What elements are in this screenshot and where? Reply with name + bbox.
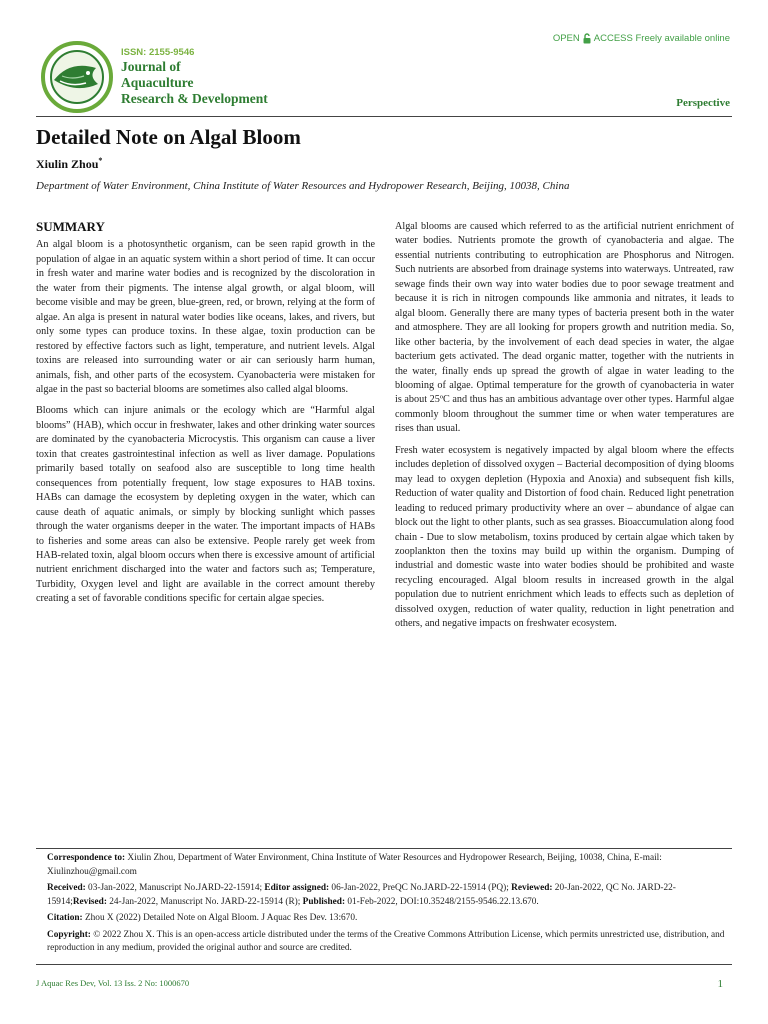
article-title: Detailed Note on Algal Bloom bbox=[36, 125, 301, 149]
open-access-label: OPEN bbox=[552, 33, 580, 44]
body-paragraph-3: Algal blooms are caused which referred to as the artificial nutrient enrichment of water bodies. Nutrients promote the growth of cyanobacteria and algae. The essential nutrients contributing to eutrophication are Phosphorus and Nitrogen. Such nutrients are absorbed from drainage systems into waterways. Untreated, raw sewage finds their own way into water bodies due to poor sewage treatment and because it is rich in nitrogen compounds like ammonia and nitrates, it leads to algal bloom. Generally there are many types of bacteria present both in the water and atmosphere. They are all looking for propers growth and nutrition media. So, like other bacteria, by the involvement of each dead species in water, the algae bacterium gets activated. The dead organic matter, together with the nutrients in the water, finally ends up spread the growth of algae in water leading to the blooming of algae. Optimal temperature for the growth of cyanobacteria in water is about 25ºC and thus has an ambitious advantage over other types. Harmful algae commonly bloom throughout the summer time or when water temperatures are rises than usual. bbox=[395, 221, 734, 435]
article-footer bbox=[47, 852, 730, 959]
bottom-divider bbox=[36, 964, 732, 965]
journal-name-line-2: Aquaculture bbox=[121, 75, 194, 90]
author-affiliation: Department of Water Environment, China Institute of Water Resources and Hydropower Research, Beijing, 10038, China bbox=[36, 180, 570, 192]
copyright: Copyright: © 2022 Zhou X. This is an open-access article distributed under the terms of the Creative Commons Attribution License, which permits unrestricted use, distribution, and reproduction in any medium, provided the original author and source are credited. bbox=[47, 929, 725, 953]
open-lock-icon bbox=[583, 33, 591, 44]
body-paragraph-2: Blooms which can injure animals or the ecology which are “Harmful algal blooms” (HAB), which occur in freshwater, lakes and other drinking water sources are dominated by the cyanobacteria Microcystis. This organism can cause a liver toxin that creates gastrointestinal infection as well as liver damage. Populations primarily based totally on seafood also are susceptible to long time health consequences from potentially frequent, low stage exposures to HAB toxins. HABs can damage the ecosystem by depleting oxygen in the water, which can cause death of aquatic animals, or simply by blocking sunlight which passes through the water organisms deeper in the water. The important impacts of HABs to fisheries and some areas can also be extensive. People rarely get week from HAB-related toxin, algal bloom occurs when there is excessive amount of artificial nutrient enrichment discharged into the water and factors such as; Temperature, Turbidity, Oxygen level and light are available in the correct amount thereby creating a set of favorable conditions specific for certain algae species. bbox=[36, 405, 375, 605]
article-type: Perspective bbox=[676, 97, 730, 109]
open-access-text: ACCESS Freely available online bbox=[593, 33, 730, 44]
correspondence: Correspondence to: Xiulin Zhou, Department of Water Environment, China Institute of Water Resources and Hydropower Research, Beijing, 10038, China, E-mail: Xiulinzhou@gmail.com bbox=[47, 853, 662, 877]
author-mark: * bbox=[98, 156, 103, 165]
header-divider bbox=[36, 116, 732, 117]
journal-name bbox=[121, 59, 268, 107]
journal-logo-icon bbox=[40, 40, 114, 114]
footer-divider bbox=[36, 848, 732, 849]
author-name-text: Xiulin Zhou bbox=[36, 157, 99, 171]
body-paragraph-4: Fresh water ecosystem is negatively impacted by algal bloom where the effects includes depletion of dissolved oxygen – Bacterial decomposition of dying blooms may lead to oxygen depletion (Hypoxia and Anoxia) and subsequent fish kills, Reduction of water quality and Distortion of food chain. Reduced light penetration leading to reduced primary productivity where an over – abundance of algae can block out the light to other plants, such as sea grasses. Bioaccumulation along food chain - Due to slow metabolism, toxins produced by certain algae which taken by zooplankton then the toxins may build up within the organism. Dumping of industrial and domestic waste into water bodies should be prohibited and waste recycling encouraged. Algal bloom results in increased growth in the algal population due to nutrient enrichment which leads to effects such as depletion of dissolved oxygen, reduction of water quality, reduction in light penetration and others, and negative impacts on freshwater ecosystem. bbox=[395, 444, 734, 630]
issn-label: ISSN: 2155-9546 bbox=[121, 47, 195, 58]
journal-name-line-1: Journal of bbox=[121, 59, 181, 74]
body-column-right bbox=[395, 220, 734, 639]
body-column-left bbox=[36, 220, 375, 614]
body-paragraph-1: An algal bloom is a photosynthetic organism, can be seen rapid growth in the population of algae in an aquatic system within a short period of time. It can occur in fresh water and marine water bodies and is recognized by the discoloration in the water from their pigments. The intense algal growth, or algal bloom, will become visible and may be green, blue-green, red, or brown, relying at the form of algae. An alga is present in natural water bodies like oceans, lakes, and rivers, but only some types can produce toxins. In these algae, toxin production can be restored by effective factors such as light, temperature, and nutrient levels. Algal toxins are released into surrounding water or air can seriously harm human, animals, fish, and other parts of the ecosystem. Cyanobacteria were mistaken for algae in the past so bacterial blooms are sometimes also called algal blooms. bbox=[36, 239, 375, 395]
citation: Citation: Zhou X (2022) Detailed Note on Algal Bloom. J Aquac Res Dev. 13:670. bbox=[47, 913, 358, 923]
history-dates: Received: 03-Jan-2022, Manuscript No.JARD-22-15914; Editor assigned: 06-Jan-2022, PreQC No.JARD-22-15914 (PQ); Reviewed: 20-Jan-2022, QC No. JARD-22-15914;Revised: 24-Jan-2022, Manuscript No. JARD-22-15914 (R); Published: 01-Feb-2022, DOI:10.35248/2155-9546.22.13.670. bbox=[47, 883, 676, 907]
author-name bbox=[36, 156, 102, 172]
journal-citation-line: J Aquac Res Dev, Vol. 13 Iss. 2 No: 1000670 bbox=[36, 978, 190, 988]
journal-name-line-3: Research & Development bbox=[121, 91, 268, 106]
page-number: 1 bbox=[717, 978, 723, 990]
open-access-banner bbox=[553, 33, 730, 44]
summary-heading: SUMMARY bbox=[36, 219, 105, 234]
